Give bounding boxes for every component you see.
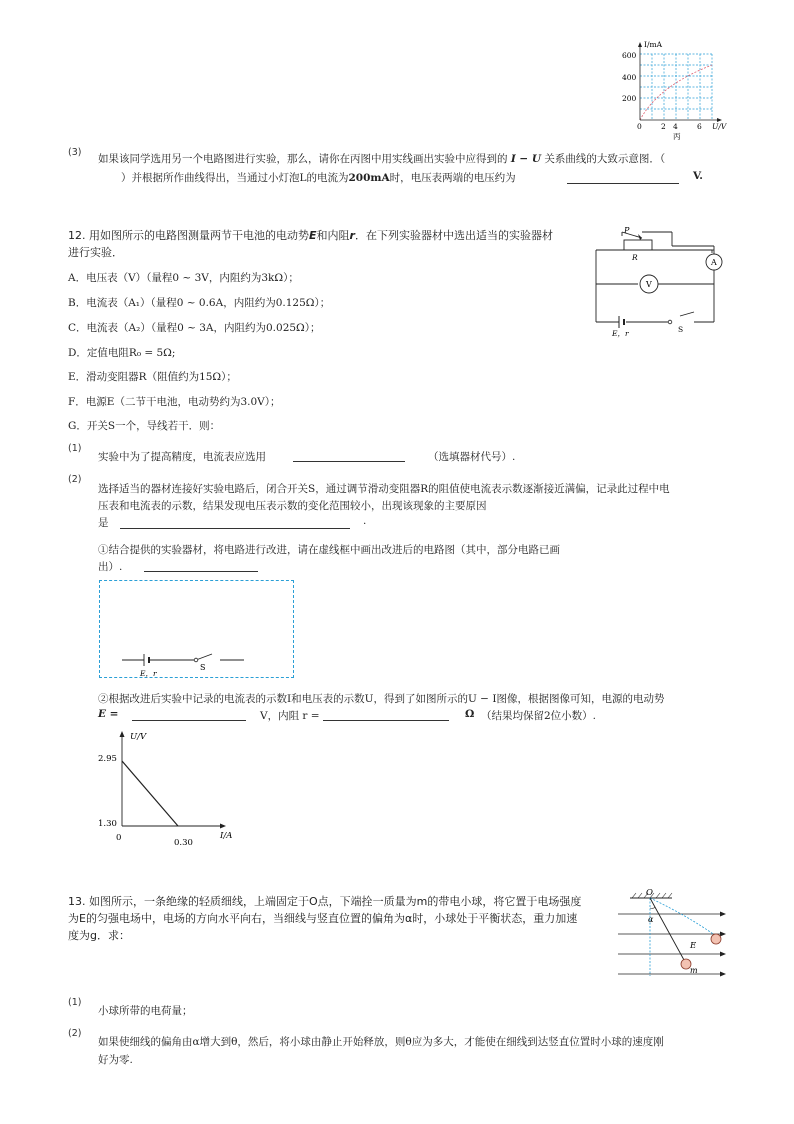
q12-part1-line2: 出）. [98, 561, 123, 573]
unit-volt-r: V，内阻 r = [260, 710, 320, 722]
text: 关系曲线的大致示意图．（ [544, 153, 666, 165]
x-tick-030: 0.30 [174, 838, 193, 848]
note-rounding: （结果均保留2位小数）. [481, 710, 597, 722]
q13-line1: 13. 如图所示，一条绝缘的轻质细线，上端固定于O点，下端拴一质量为m的带电小球，将它置于电场强度 [68, 895, 582, 908]
answer-blank-emf[interactable] [132, 719, 246, 721]
option-e: E．滑动变阻器R（阻值约为15Ω）； [68, 371, 237, 383]
label-battery: E，r [140, 669, 157, 678]
q11-3-line1 [98, 151, 665, 166]
answer-blank[interactable] [293, 460, 405, 462]
text: ）并根据所作曲线得出，当通过小灯泡L的电流为 [121, 172, 349, 184]
graph-caption: 丙 [673, 132, 681, 141]
label-o: O [646, 888, 653, 898]
text: 和内阻 [316, 229, 350, 242]
q13-sub1: 小球所带的电荷量； [98, 1005, 193, 1017]
label-voltmeter: V [646, 280, 652, 289]
y-tick-295: 2.95 [98, 754, 117, 764]
question-number: (3) [68, 147, 82, 158]
q12-circuit-diagram [594, 224, 758, 340]
iu-graph-bing [618, 38, 730, 144]
math-E: E [309, 229, 317, 242]
answer-blank[interactable] [567, 182, 679, 184]
q13-line2: 为E的匀强电场中，电场的方向水平向右，当细线与竖直位置的偏角为α时，小球处于平衡状态，重力加速 [68, 912, 578, 925]
q12-title-line2: 进行实验． [68, 246, 123, 259]
x-tick: 2 [661, 122, 666, 131]
option-d: D．定值电阻R₀ = 5Ω; [68, 347, 176, 359]
x-tick: 4 [673, 122, 678, 131]
q13-sub2-line2: 好为零. [98, 1054, 133, 1066]
q12-part1-line1: ①结合提供的实验器材，将电路进行改进，请在虚线框中画出改进后的电路图（其中，部分电路已画 [98, 544, 560, 556]
label-p: P [624, 226, 630, 235]
y-tick-130: 1.30 [98, 819, 117, 829]
question-number: (2) [68, 1028, 82, 1039]
graph-x-label: U/V [712, 122, 727, 131]
math-E-eq: E = [98, 708, 119, 720]
q12-sub2-line2: 压表和电流表的示数，结果发现电压表示数的变化范围较小，出现该现象的主要原因 [98, 500, 487, 512]
option-f: F．电源E（二节干电池，电动势约为3.0V）； [68, 396, 281, 408]
answer-blank[interactable] [144, 570, 258, 572]
text: 时，电压表两端的电压约为 [389, 172, 516, 184]
q12-sub1-text: 实验中为了提高精度，电流表应选用 [98, 451, 266, 463]
x-tick-0: 0 [116, 833, 122, 843]
question-number: (1) [68, 997, 82, 1008]
text: ．在下列实验器材中选出适当的实验器材 [354, 229, 553, 242]
unit-volt: V. [693, 170, 703, 182]
pendulum-field-diagram [618, 886, 730, 982]
option-b: B．电流表（A₁）（量程0 ~ 0.6A，内阻约为0.125Ω）； [68, 297, 331, 309]
graph-y-label: I/mA [644, 40, 663, 49]
period: . [363, 515, 367, 527]
q12-sub2-line3: 是 [98, 517, 109, 529]
label-e: E [690, 941, 697, 951]
math-iu: I − U [510, 153, 542, 165]
question-number: (1) [68, 443, 82, 454]
option-a: A．电压表（V）（量程0 ~ 3V，内阻约为3kΩ）； [68, 272, 299, 284]
label-battery: E，r [612, 329, 629, 338]
option-c: C．电流表（A₂）（量程0 ~ 3A，内阻约为0.025Ω）； [68, 322, 321, 334]
text: 12. 用如图所示的电路图测量两节干电池的电动势 [68, 229, 309, 242]
q13-sub2-line1: 如果使细线的偏角由α增大到θ，然后，将小球由静止开始释放，则θ应为多大，才能使在细线到达竖直位置时小球的速度刚 [98, 1036, 664, 1048]
graph-y-label: U/V [130, 732, 147, 742]
label-m: m [690, 966, 698, 975]
y-tick: 400 [622, 73, 637, 82]
answer-blank-resistance[interactable] [323, 719, 449, 721]
y-tick: 200 [622, 94, 637, 103]
label-ammeter: A [711, 258, 717, 267]
x-tick: 0 [637, 122, 642, 131]
partial-circuit [116, 648, 256, 678]
q12-sub2-line1: 选择适当的器材连接好实验电路后，闭合开关S，通过调节滑动变阻器R的阻值使电流表示数逐渐接近满偏，记录此过程中电 [98, 483, 670, 495]
label-switch: S [200, 663, 206, 672]
answer-blank[interactable] [120, 527, 350, 529]
q11-3-line2 [121, 170, 516, 185]
ui-graph [96, 728, 246, 850]
q13-line3: 度为g．求： [68, 929, 130, 942]
math-r: r [349, 229, 355, 242]
label-r: R [632, 253, 638, 262]
y-tick: 600 [622, 51, 637, 60]
value-current: 200mA [348, 172, 390, 184]
graph-x-label: I/A [220, 831, 233, 841]
question-number: (2) [68, 474, 82, 485]
label-switch: S [678, 325, 684, 334]
text: 如果该同学选用另一个电路图进行实验，那么，请你在丙图中用实线画出实验中应得到的 [98, 153, 508, 165]
q12-sub1-tail: （选填器材代号）. [428, 451, 516, 463]
q12-part2-line1: ②根据改进后实验中记录的电流表的示数I和电压表的示数U，得到了如图所示的U − I图像，根据图像可知，电源的电动势 [98, 693, 665, 705]
option-g: G．开关S一个，导线若干．则： [68, 420, 221, 432]
unit-ohm: Ω [465, 708, 475, 720]
x-tick: 6 [697, 122, 702, 131]
label-alpha: α [648, 915, 654, 924]
q12-title [68, 227, 553, 243]
